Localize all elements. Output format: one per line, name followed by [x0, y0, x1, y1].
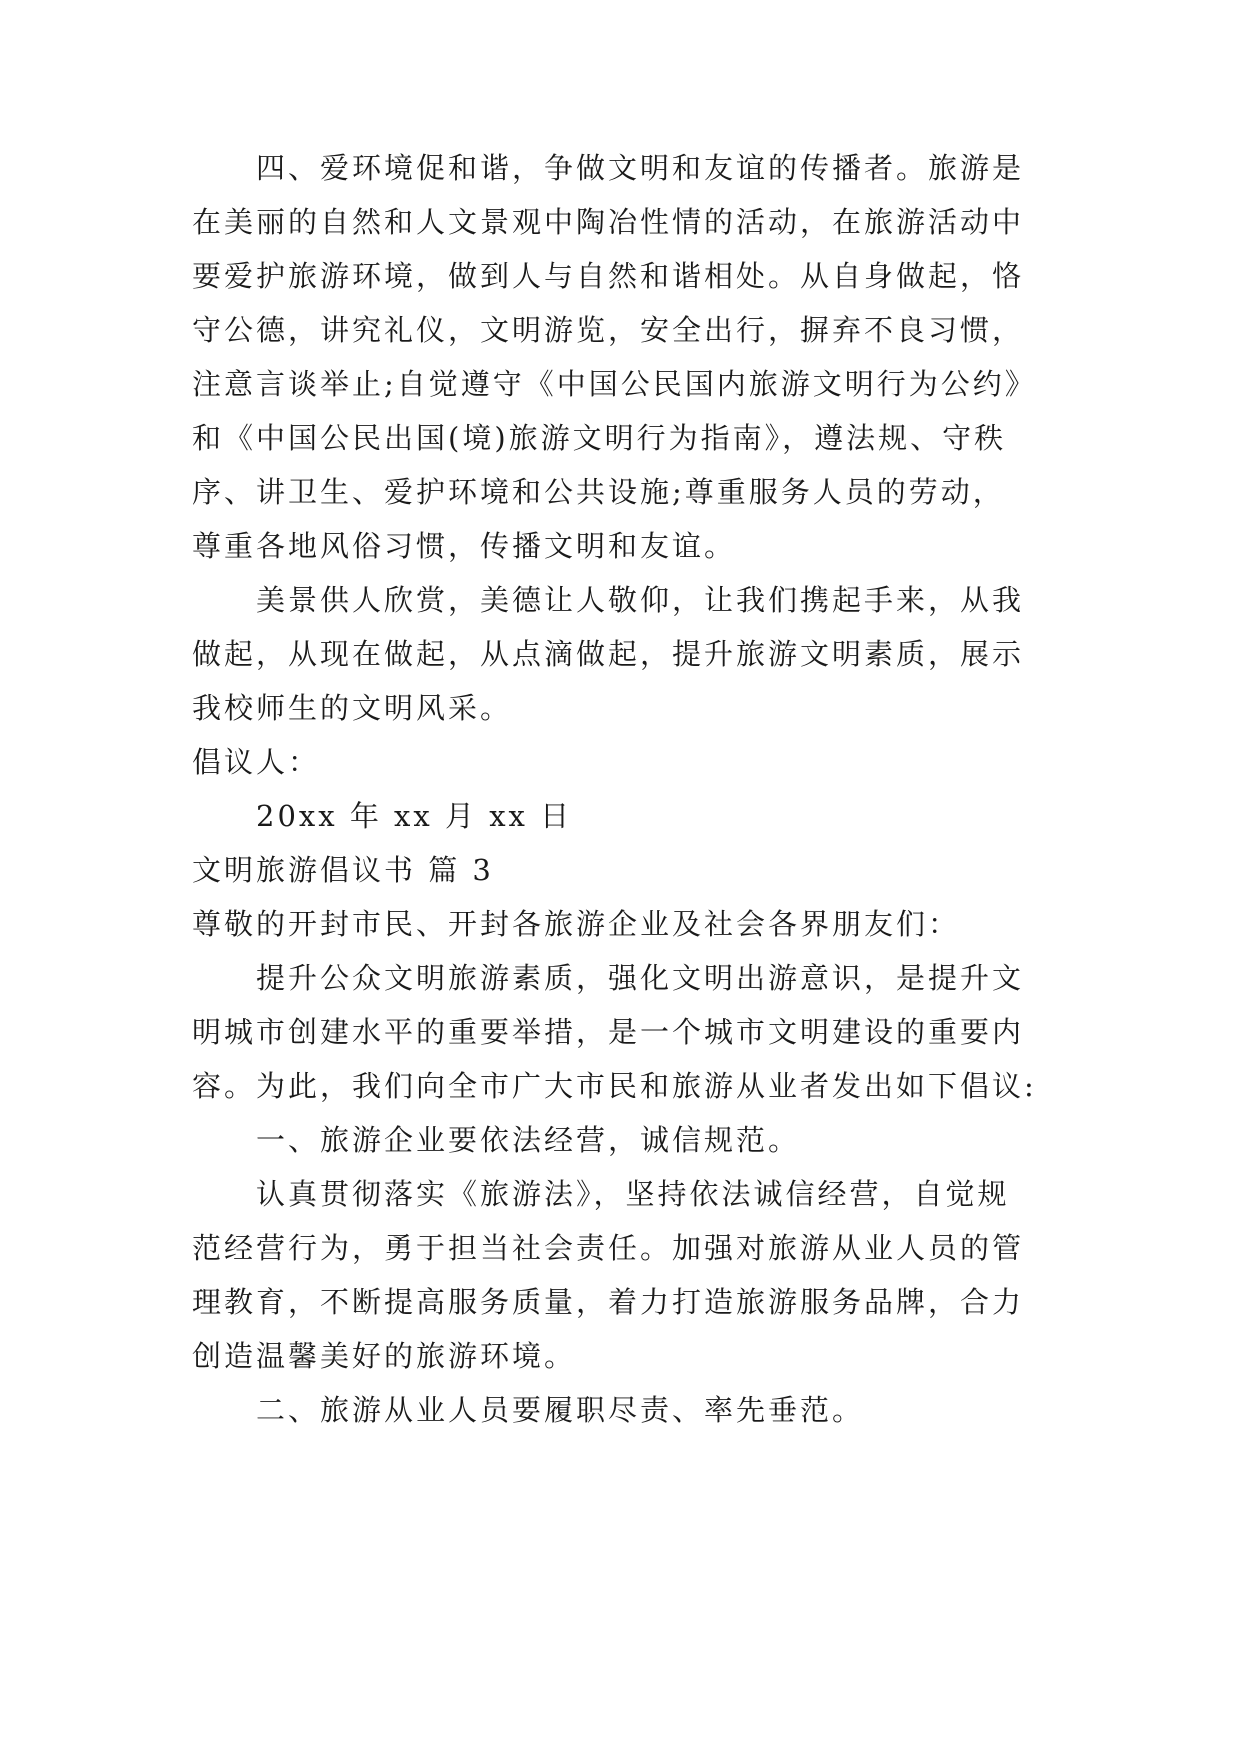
- date-line: 20xx 年 xx 月 xx 日: [256, 799, 573, 833]
- paragraph-line: 在美丽的自然和人文景观中陶冶性情的活动，在旅游活动中: [192, 205, 1025, 239]
- paragraph-line: 尊重各地风俗习惯，传播文明和友谊。: [192, 529, 737, 563]
- paragraph-line: 提升公众文明旅游素质，强化文明出游意识，是提升文: [256, 961, 1025, 995]
- item-heading: 一、旅游企业要依法经营，诚信规范。: [256, 1123, 801, 1157]
- paragraph-line: 四、爱环境促和谐，争做文明和友谊的传播者。旅游是: [256, 151, 1025, 185]
- paragraph-line: 创造温馨美好的旅游环境。: [192, 1339, 577, 1373]
- item-heading: 二、旅游从业人员要履职尽责、率先垂范。: [256, 1393, 865, 1427]
- paragraph-line: 明城市创建水平的重要举措，是一个城市文明建设的重要内: [192, 1015, 1025, 1049]
- paragraph-line: 美景供人欣赏，美德让人敬仰，让我们携起手来，从我: [256, 583, 1025, 617]
- paragraph-line: 序、讲卫生、爱护环境和公共设施;尊重服务人员的劳动，: [192, 475, 1005, 509]
- paragraph-line: 我校师生的文明风采。: [192, 691, 513, 725]
- salutation: 尊敬的开封市民、开封各旅游企业及社会各界朋友们：: [192, 907, 961, 941]
- section-title: 文明旅游倡议书 篇 3: [192, 853, 494, 887]
- signature-label: 倡议人：: [192, 745, 321, 779]
- paragraph-line: 做起，从现在做起，从点滴做起，提升旅游文明素质，展示: [192, 637, 1025, 671]
- paragraph-line: 和《中国公民出国(境)旅游文明行为指南》，遵法规、守秩: [192, 421, 1007, 455]
- paragraph-line: 注意言谈举止;自觉遵守《中国公民国内旅游文明行为公约》: [192, 367, 1037, 401]
- paragraph-line: 容。为此，我们向全市广大市民和旅游从业者发出如下倡议:: [192, 1069, 1037, 1103]
- paragraph-line: 守公德，讲究礼仪，文明游览，安全出行，摒弃不良习惯，: [192, 313, 1025, 347]
- paragraph-line: 要爱护旅游环境，做到人与自然和谐相处。从自身做起，恪: [192, 259, 1025, 293]
- paragraph-line: 范经营行为，勇于担当社会责任。加强对旅游从业人员的管: [192, 1231, 1025, 1265]
- paragraph-line: 理教育，不断提高服务质量，着力打造旅游服务品牌，合力: [192, 1285, 1025, 1319]
- paragraph-line: 认真贯彻落实《旅游法》，坚持依法诚信经营，自觉规: [256, 1177, 1010, 1211]
